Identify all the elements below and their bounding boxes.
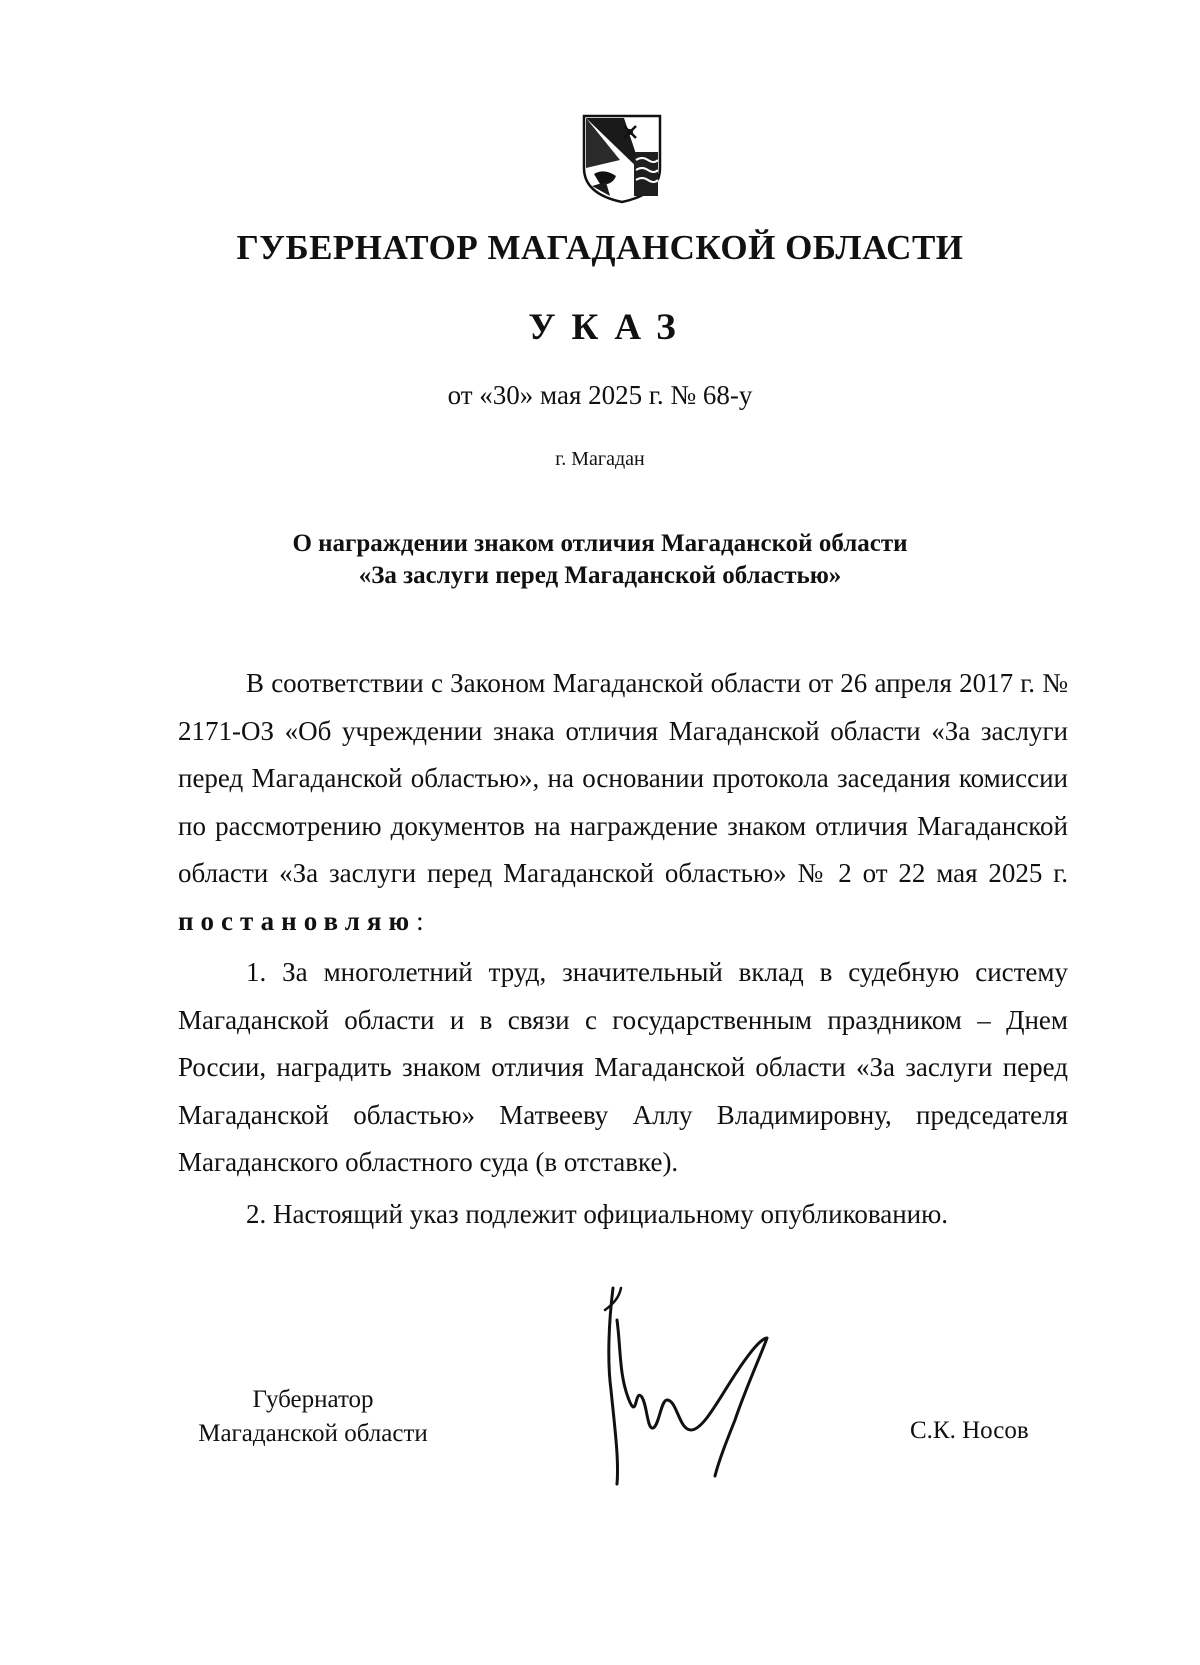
title-line-1: О награждении знаком отличия Магаданской области (292, 530, 908, 557)
body-paragraph-preamble (178, 660, 1068, 945)
document-title (0, 528, 1200, 592)
signatory-name: С.К. Носов (910, 1417, 1029, 1444)
signatory-position-line-2: Магаданской области (198, 1420, 428, 1447)
issuing-authority: ГУБЕРНАТОР МАГАДАНСКОЙ ОБЛАСТИ (236, 228, 964, 267)
coat-of-arms-icon (580, 112, 664, 206)
document-type: УКАЗ (528, 307, 692, 348)
document-city: г. Магадан (555, 448, 645, 470)
signatory-position (168, 1383, 458, 1451)
document-date-number: от «30» мая 2025 г. № 68-у (447, 380, 753, 410)
preamble-colon: : (416, 905, 424, 936)
handwritten-signature-icon (595, 1280, 805, 1490)
body-paragraph-1: 1. За многолетний труд, значительный вклад в судебную систему Магаданской области и в связи с государственным праздником – Днем России, наградить знаком отличия Магаданской области «За заслуги перед Магаданской областью» Матвееву Аллу Владимировну, председателя Магаданского областного суда (в отставке). (178, 957, 1068, 1177)
preamble-text: В соответствии с Законом Магаданской области от 26 апреля 2017 г. № 2171-ОЗ «Об учреждении знака отличия Магаданской области «За заслуги перед Магаданской областью», на основании протокола заседания комиссии по рассмотрению документов на награждение знаком отличия Магаданской области «За заслуги перед Магаданской областью» № 2 от 22 мая 2025 г. (178, 668, 1068, 888)
signatory-position-line-1: Губернатор (252, 1386, 374, 1413)
document-body (178, 660, 1068, 1238)
title-line-2: «За заслуги перед Магаданской областью» (358, 562, 842, 589)
body-paragraph-2: 2. Настоящий указ подлежит официальному опубликованию. (246, 1198, 949, 1229)
resolution-keyword: постановляю (178, 905, 417, 936)
